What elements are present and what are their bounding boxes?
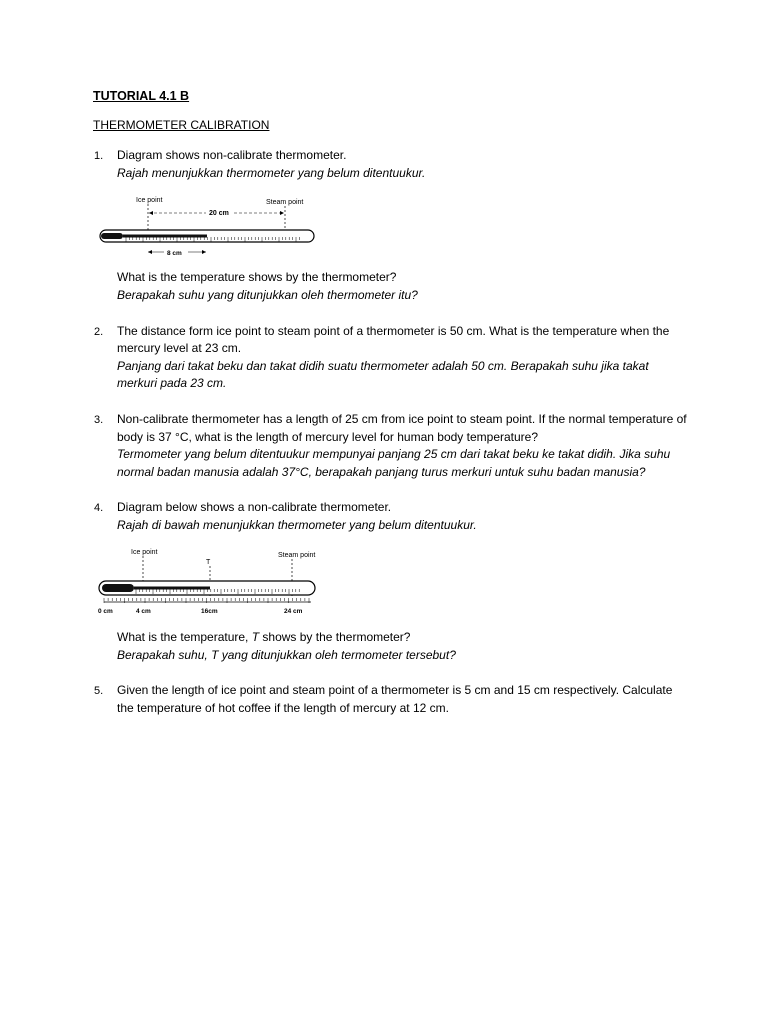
scale-label-24: 24 cm bbox=[284, 608, 303, 615]
thermometer-diagram-4 bbox=[96, 544, 318, 616]
question-3-text-2: body is 37 °C, what is the length of mercury level for human body temperature? bbox=[117, 430, 539, 444]
question-4-text: Diagram below shows a non-calibrate thermometer. bbox=[117, 500, 392, 514]
page-subtitle: THERMOMETER CALIBRATION bbox=[93, 118, 270, 132]
question-1-followup: What is the temperature shows by the thermometer? bbox=[117, 270, 397, 284]
question-4-malay: Rajah di bawah menunjukkan thermometer yang belum ditentuukur. bbox=[117, 518, 477, 532]
question-2-number: 2. bbox=[94, 326, 104, 338]
t-label: T bbox=[206, 559, 211, 566]
question-1-text: Diagram shows non-calibrate thermometer. bbox=[117, 148, 347, 162]
followup-pre: What is the temperature, bbox=[117, 630, 252, 644]
thermometer-bulb bbox=[102, 584, 134, 592]
mercury-column bbox=[134, 587, 210, 590]
steam-point-label: Steam point bbox=[266, 199, 304, 206]
followup-variable: T bbox=[251, 630, 260, 644]
question-4-followup-malay: Berapakah suhu, T yang ditunjukkan oleh termometer tersebut? bbox=[117, 648, 456, 662]
question-4-number: 4. bbox=[94, 502, 104, 514]
page-title: TUTORIAL 4.1 B bbox=[93, 89, 190, 103]
question-3-text-1: Non-calibrate thermometer has a length of 25 cm from ice point to steam point. If the normal temperature of bbox=[117, 412, 687, 426]
span-label: 20 cm bbox=[209, 210, 229, 217]
question-1-followup-malay: Berapakah suhu yang ditunjukkan oleh thermometer itu? bbox=[117, 288, 418, 302]
question-5-text-1: Given the length of ice point and steam point of a thermometer is 5 cm and 15 cm respectively. Calculate bbox=[117, 683, 673, 697]
ice-point-label: Ice point bbox=[136, 197, 163, 204]
followup-post: shows by the thermometer? bbox=[259, 630, 411, 644]
steam-point-label: Steam point bbox=[278, 552, 316, 559]
question-2-text-1: The distance form ice point to steam point of a thermometer is 50 cm. What is the temperature when the bbox=[117, 324, 670, 338]
question-3-malay-1: Termometer yang belum ditentuukur mempunyai panjang 25 cm dari takat beku ke takat didih. Jika suhu bbox=[117, 447, 671, 461]
scale-label-0: 0 cm bbox=[98, 608, 113, 615]
question-4-followup bbox=[117, 630, 410, 644]
scale-label-16: 16cm bbox=[201, 608, 218, 615]
thermometer-bulb bbox=[101, 233, 123, 239]
ice-point-label: Ice point bbox=[131, 549, 158, 556]
question-2-malay-2: merkuri pada 23 cm. bbox=[117, 376, 227, 390]
question-3-malay-2: normal badan manusia adalah 37°C, berapakah panjang turus merkuri untuk suhu badan manusia? bbox=[117, 465, 646, 479]
thermometer-diagram-1 bbox=[96, 192, 318, 260]
question-5-text-2: the temperature of hot coffee if the length of mercury at 12 cm. bbox=[117, 701, 449, 715]
question-2-text-2: mercury level at 23 cm. bbox=[117, 341, 242, 355]
question-1-number: 1. bbox=[94, 150, 104, 162]
mercury-length-label: 8 cm bbox=[167, 250, 182, 257]
scale-label-4: 4 cm bbox=[136, 608, 151, 615]
question-1-malay: Rajah menunjukkan thermometer yang belum ditentuukur. bbox=[117, 166, 426, 180]
question-3-number: 3. bbox=[94, 414, 104, 426]
question-5-number: 5. bbox=[94, 685, 104, 697]
question-2-malay-1: Panjang dari takat beku dan takat didih suatu thermometer adalah 50 cm. Berapakah suhu jika takat bbox=[117, 359, 649, 373]
mercury-column bbox=[123, 235, 207, 238]
